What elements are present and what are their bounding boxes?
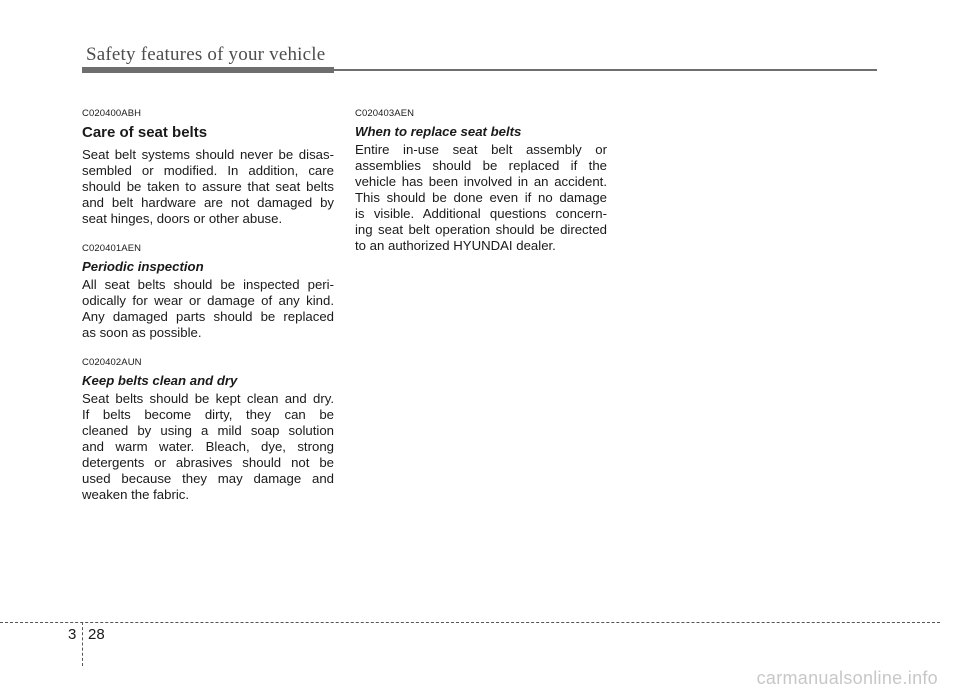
- page-number: 28: [88, 626, 105, 643]
- body-line: All seat belts should be inspected peri-: [82, 277, 334, 292]
- body-line: Seat belt systems should never be disas-: [82, 147, 334, 162]
- footer-dashed-rule: [0, 622, 940, 623]
- section-care-of-seat-belts: [82, 108, 334, 227]
- body-line: ing seat belt operation should be directed: [355, 222, 607, 237]
- chapter-number: 3: [68, 626, 77, 643]
- body-line: seat hinges, doors or other abuse.: [82, 211, 283, 226]
- section-heading: Care of seat belts: [82, 124, 208, 141]
- body-line: assemblies should be replaced if the: [355, 158, 607, 173]
- body-line: sembled or modified. In addition, care: [82, 163, 334, 178]
- body-line: as soon as possible.: [82, 325, 202, 340]
- left-column: [82, 108, 334, 519]
- body-line: Seat belts should be kept clean and dry.: [82, 391, 334, 406]
- body-line: to an authorized HYUNDAI dealer.: [355, 238, 556, 253]
- body-line: cleaned by using a mild soap solution: [82, 423, 334, 438]
- section-keep-belts-clean: [82, 357, 334, 503]
- section-code: C020402AUN: [82, 357, 142, 368]
- body-line: weaken the fabric.: [82, 487, 190, 502]
- body-line: and belt hardware are not damaged by: [82, 195, 334, 210]
- body-line: This should be done even if no damage: [355, 190, 607, 205]
- page-header-title: Safety features of your vehicle: [86, 44, 326, 65]
- right-column: [355, 108, 607, 270]
- body-line: odically for wear or damage of any kind.: [82, 293, 334, 308]
- section-subheading: Periodic inspection: [82, 259, 204, 274]
- section-body: [355, 142, 607, 254]
- body-line: vehicle has been involved in an accident.: [355, 174, 607, 189]
- section-code: C020403AEN: [355, 108, 415, 119]
- section-body: [82, 277, 334, 341]
- section-body: [82, 391, 334, 503]
- header-rule-thick: [82, 67, 334, 73]
- footer-vertical-dashed-rule: [82, 622, 83, 666]
- body-line: is visible. Additional questions concern-: [355, 206, 607, 221]
- body-line: If belts become dirty, they can be: [82, 407, 334, 422]
- section-code: C020400ABH: [82, 108, 142, 119]
- watermark-text: carmanualsonline.info: [756, 668, 938, 688]
- body-line: Any damaged parts should be replaced: [82, 309, 334, 324]
- body-line: should be taken to assure that seat belts: [82, 179, 334, 194]
- section-when-to-replace: [355, 108, 607, 254]
- body-line: Entire in-use seat belt assembly or: [355, 142, 607, 157]
- header-rule: [82, 67, 877, 73]
- body-line: and warm water. Bleach, dye, strong: [82, 439, 334, 454]
- section-subheading: Keep belts clean and dry: [82, 373, 238, 388]
- section-subheading: When to replace seat belts: [355, 124, 522, 139]
- section-code: C020401AEN: [82, 243, 142, 254]
- body-line: used because they may damage and: [82, 471, 334, 486]
- section-body: [82, 147, 334, 227]
- section-periodic-inspection: [82, 243, 334, 341]
- body-line: detergents or abrasives should not be: [82, 455, 334, 470]
